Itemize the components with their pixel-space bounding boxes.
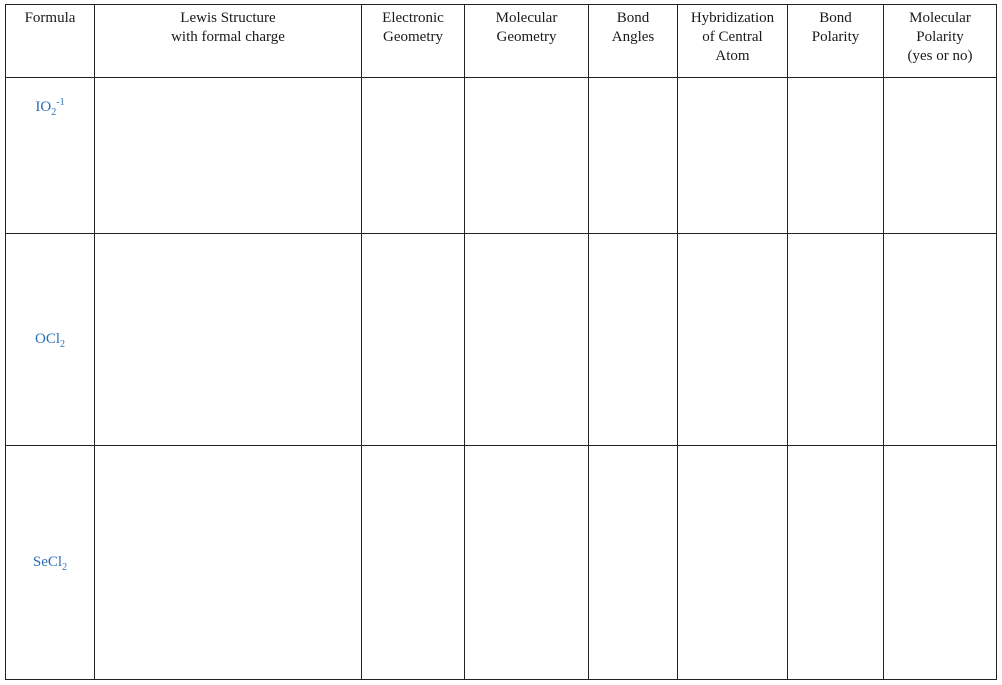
molecular-polarity-answer-cell[interactable] <box>884 446 997 680</box>
electronic-geometry-answer-cell[interactable] <box>362 78 465 234</box>
header-formula: Formula <box>6 5 95 78</box>
molecular-polarity-answer-cell[interactable] <box>884 234 997 446</box>
header-bond-angles: Bond Angles <box>589 5 678 78</box>
formula-subscript: 2 <box>62 562 68 573</box>
molecular-geometry-answer-cell[interactable] <box>465 446 589 680</box>
molecular-geometry-answer-cell[interactable] <box>465 234 589 446</box>
lewis-structure-answer-cell[interactable] <box>95 78 362 234</box>
electronic-geometry-answer-cell[interactable] <box>362 234 465 446</box>
header-lewis-structure: Lewis Structure with formal charge <box>95 5 362 78</box>
header-hybridization: Hybridization of Central Atom <box>678 5 788 78</box>
formula-cell-io2 <box>6 78 95 234</box>
formula-subscript: 2 <box>60 339 65 350</box>
bond-polarity-answer-cell[interactable] <box>788 446 884 680</box>
formula-cell-ocl2 <box>6 234 95 446</box>
bond-polarity-answer-cell[interactable] <box>788 234 884 446</box>
formula-superscript: -1 <box>56 97 65 108</box>
electronic-geometry-answer-cell[interactable] <box>362 446 465 680</box>
formula-base: OCl <box>34 331 60 347</box>
header-molecular-polarity: Molecular Polarity (yes or no) <box>884 5 997 78</box>
bond-angles-answer-cell[interactable] <box>589 446 678 680</box>
bond-angles-answer-cell[interactable] <box>589 234 678 446</box>
formula-cell-secl2 <box>6 446 95 680</box>
molecular-polarity-answer-cell[interactable] <box>884 78 997 234</box>
hybridization-answer-cell[interactable] <box>678 234 788 446</box>
formula-base: SeCl <box>32 554 63 570</box>
hybridization-answer-cell[interactable] <box>678 78 788 234</box>
bond-polarity-answer-cell[interactable] <box>788 78 884 234</box>
chemistry-worksheet-table <box>5 4 997 680</box>
table-row <box>6 234 997 446</box>
molecular-geometry-answer-cell[interactable] <box>465 78 589 234</box>
header-row <box>6 5 997 78</box>
table-row <box>6 446 997 680</box>
bond-angles-answer-cell[interactable] <box>589 78 678 234</box>
hybridization-answer-cell[interactable] <box>678 446 788 680</box>
lewis-structure-answer-cell[interactable] <box>95 234 362 446</box>
header-bond-polarity: Bond Polarity <box>788 5 884 78</box>
header-electronic-geometry: Electronic Geometry <box>362 5 465 78</box>
table-row <box>6 78 997 234</box>
lewis-structure-answer-cell[interactable] <box>95 446 362 680</box>
formula-base: IO <box>35 99 52 115</box>
header-molecular-geometry: Molecular Geometry <box>465 5 589 78</box>
formula-subscript: 2 <box>51 107 57 118</box>
